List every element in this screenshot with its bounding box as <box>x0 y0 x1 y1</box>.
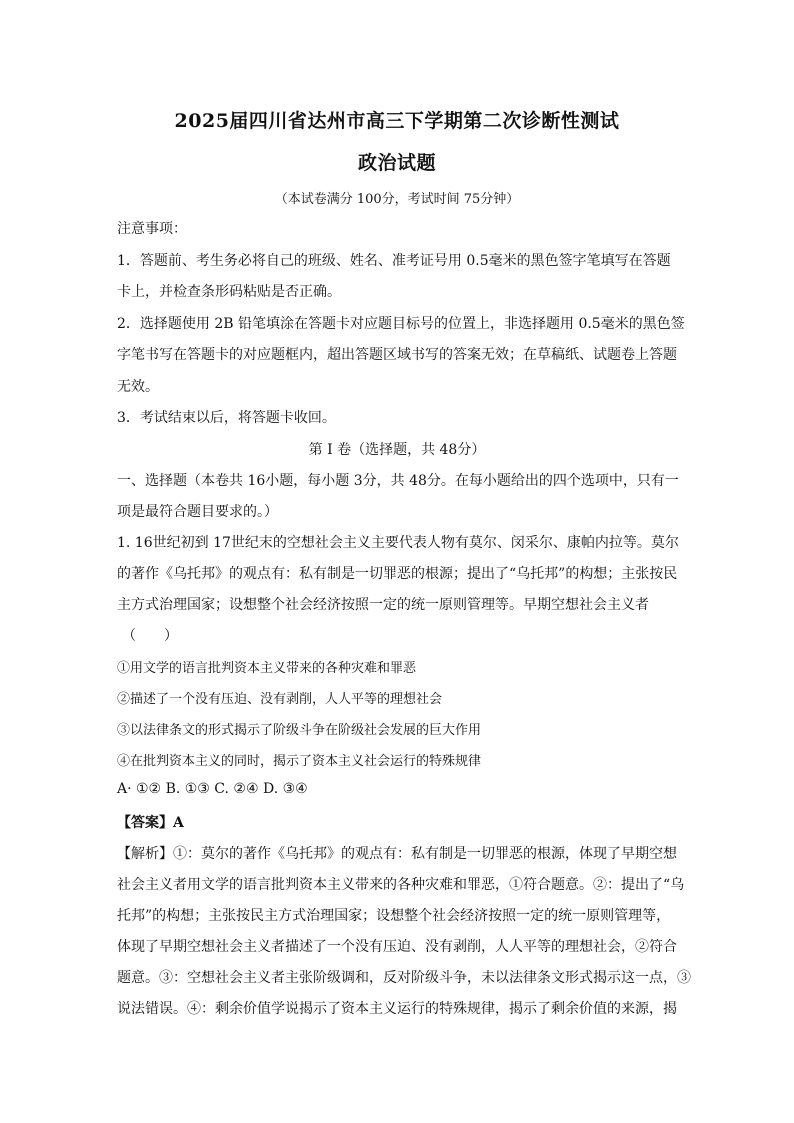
question-1-analysis-line-3: 托邦”的构想；主张按民主方式治理国家；设想整个社会经济按照一定的统一原则管理等， <box>117 908 671 924</box>
part-title: 第 I 卷（选择题，共 48分） <box>308 442 486 458</box>
document-title: 2025届四川省达州市高三下学期第二次诊断性测试 <box>174 110 620 132</box>
question-1-answer: 【答案】A <box>117 815 184 831</box>
question-1-choices: A· ①② B. ①③ C. ②④ D. ③④ <box>117 781 308 797</box>
notice-item-3: 3．考试结束以后，将答题卡收回。 <box>117 410 336 426</box>
question-1-option-4: ④在批判资本主义的同时，揭示了资本主义社会运行的特殊规律 <box>117 754 482 769</box>
question-1-analysis-line-6: 说法错误。④：剩余价值学说揭示了资本主义运行的特殊规律，揭示了剩余价值的来源，揭 <box>117 1001 677 1017</box>
question-1-stem-line-1: 1. 16世纪初到 17世纪末的空想社会主义主要代表人物有莫尔、闵采尔、康帕内拉等。莫尔 <box>117 535 679 551</box>
notice-heading: 注意事项： <box>117 221 187 237</box>
exam-info: （本试卷满分 100分，考试时间 75分钟） <box>274 192 520 207</box>
question-1-option-2: ②描述了一个没有压迫、没有剥削，人人平等的理想社会 <box>117 692 443 707</box>
document-subtitle: 政治试题 <box>357 152 436 174</box>
section-intro-line-1: 一、选择题（本卷共 16小题，每小题 3分，共 48分。在每小题给出的四个选项中，只有一 <box>117 473 679 489</box>
question-1-option-1: ①用文学的语言批判资本主义带来的各种灾难和罪恶 <box>117 661 417 676</box>
notice-item-1-line-2: 卡上，并检查条形码粘贴是否正确。 <box>117 284 341 300</box>
question-1-analysis-line-4: 体现了早期空想社会主义者描述了一个没有压迫、没有剥削，人人平等的理想社会，②符合 <box>117 939 677 955</box>
notice-item-2-line-2: 字笔书写在答题卡的对应题框内，超出答题区域书写的答案无效；在草稿纸、试题卷上答题 <box>117 347 677 363</box>
question-1-analysis-line-5: 题意。③：空想社会主义者主张阶级调和，反对阶级斗争，未以法律条文形式揭示这一点，③ <box>117 970 691 986</box>
question-1-option-3: ③以法律条文的形式揭示了阶级斗争在阶级社会发展的巨大作用 <box>117 723 482 738</box>
question-1-answer-blank: （ ） <box>122 628 178 644</box>
notice-item-2-line-3: 无效。 <box>117 379 159 395</box>
notice-item-1-line-1: 1．答题前、考生务必将自己的班级、姓名、准考证号用 0.5毫米的黑色签字笔填写在答题 <box>117 253 671 269</box>
question-1-analysis-line-2: 社会主义者用文学的语言批判资本主义带来的各种灾难和罪恶，①符合题意。②：提出了“乌 <box>117 877 685 893</box>
question-1-stem-line-2: 的著作《乌托邦》的观点有：私有制是一切罪恶的根源；提出了“乌托邦”的构想；主张按民 <box>117 566 678 582</box>
question-1-analysis-line-1: 【解析】①：莫尔的著作《乌托邦》的观点有：私有制是一切罪恶的根源，体现了早期空想 <box>117 846 677 862</box>
question-1-stem-line-3: 主方式治理国家；设想整个社会经济按照一定的统一原则管理等。早期空想社会主义者 <box>117 597 649 613</box>
section-intro-line-2: 项是最符合题目要求的。） <box>117 504 278 520</box>
notice-item-2-line-1: 2．选择题使用 2B 铅笔填涂在答题卡对应题目标号的位置上，非选择题用 0.5毫米的黑色签 <box>117 316 685 332</box>
